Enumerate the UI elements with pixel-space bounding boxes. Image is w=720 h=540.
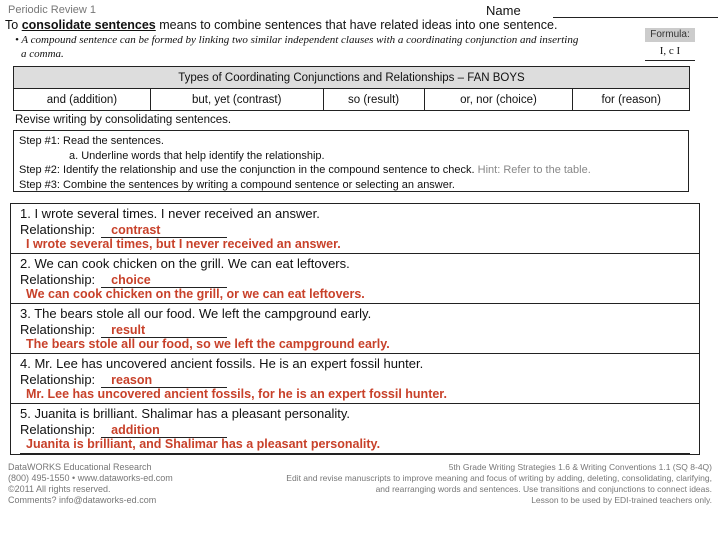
steps-box — [13, 130, 689, 192]
formula-value: I, c I — [659, 45, 681, 57]
table-cell: for (reason) — [573, 89, 690, 111]
def-term: consolidate sentences — [21, 18, 156, 32]
relationship-answer[interactable]: addition — [101, 423, 227, 438]
def-prefix: To — [5, 18, 19, 32]
combined-answer[interactable]: Mr. Lee has uncovered ancient fossils, for he is an expert fossil hunter. — [20, 387, 690, 404]
step-2-text: Step #2: Identify the relationship and use the conjunction in the compound sentence to check. — [19, 164, 475, 176]
relationship-answer[interactable]: result — [101, 323, 227, 338]
footer-line: (800) 495-1550 • www.dataworks-ed.com — [8, 473, 173, 483]
footer-line: 5th Grade Writing Strategies 1.6 & Writing Conventions 1.1 (SQ 8-4Q) — [448, 462, 712, 472]
exercise-question: 4. Mr. Lee has uncovered ancient fossils. He is an expert fossil hunter. — [20, 356, 424, 371]
relationship-label: Relationship: — [20, 421, 96, 437]
def-rest: means to combine sentences that have related ideas into one sentence. — [159, 18, 558, 32]
footer-left — [8, 462, 208, 506]
relationship-answer[interactable]: reason — [101, 373, 227, 388]
step-1: Step #1: Read the sentences. — [19, 135, 164, 147]
revise-instruction: Revise writing by consolidating sentences. — [15, 114, 232, 126]
combined-answer[interactable]: The bears stole all our food, so we left the campground early. — [20, 337, 690, 354]
footer-line: and rearranging words and sentences. Use transitions and conjunctions to connect ideas. — [375, 484, 712, 494]
name-field[interactable] — [553, 17, 718, 18]
combined-answer[interactable]: I wrote several times, but I never received an answer. — [20, 237, 690, 254]
combined-answer[interactable]: Juanita is brilliant, and Shalimar has a pleasant personality. — [20, 437, 690, 454]
exercise-question: 2. We can cook chicken on the grill. We can eat leftovers. — [20, 256, 350, 271]
page-header: Periodic Review 1 — [8, 4, 97, 16]
fanboys-table — [13, 66, 690, 111]
relationship-label: Relationship: — [20, 371, 96, 387]
formula-label: Formula: — [645, 28, 695, 42]
step-1a: a. Underline words that help identify the relationship. — [69, 149, 325, 162]
step-2 — [19, 163, 683, 178]
exercise-question: 5. Juanita is brilliant. Shalimar has a pleasant personality. — [20, 406, 350, 421]
exercise-2 — [11, 254, 699, 304]
exercise-question: 3. The bears stole all our food. We left the campground early. — [20, 306, 372, 321]
relationship-answer[interactable]: choice — [101, 273, 227, 288]
step-2-hint: Hint: Refer to the table. — [477, 164, 591, 176]
footer-line: DataWORKS Educational Research — [8, 462, 152, 472]
relationship-answer[interactable]: contrast — [101, 223, 227, 238]
relationship-label: Relationship: — [20, 321, 96, 337]
footer-line: Edit and revise manuscripts to improve meaning and focus of writing by adding, deleting, consolidating, clarifying, — [286, 473, 712, 483]
footer-line: ©2011 All rights reserved. — [8, 484, 111, 494]
exercise-box — [10, 203, 700, 455]
exercise-4 — [11, 354, 699, 404]
combined-answer[interactable]: We can cook chicken on the grill, or we can eat leftovers. — [20, 287, 690, 304]
exercise-question: 1. I wrote several times. I never received an answer. — [20, 206, 320, 221]
table-cell: and (addition) — [14, 89, 151, 111]
divider — [645, 60, 695, 61]
table-cell: so (result) — [323, 89, 424, 111]
footer-line: Lesson to be used by EDI-trained teachers only. — [531, 495, 712, 505]
exercise-1 — [11, 204, 699, 254]
step-3: Step #3: Combine the sentences by writing a compound sentence or selecting an answer. — [19, 178, 455, 191]
name-label: Name — [486, 3, 521, 18]
table-cell: but, yet (contrast) — [150, 89, 323, 111]
table-cell: or, nor (choice) — [424, 89, 573, 111]
footer-line: Comments? info@dataworks-ed.com — [8, 495, 157, 505]
exercise-3 — [11, 304, 699, 354]
definition — [5, 18, 557, 32]
bullet-line: • A compound sentence can be formed by linking two similar independent clauses with a coordinating conjunction and inserting — [15, 34, 579, 46]
footer-right — [215, 462, 712, 506]
bullet-line: a comma. — [21, 48, 64, 60]
relationship-label: Relationship: — [20, 221, 96, 237]
relationship-label: Relationship: — [20, 271, 96, 287]
table-title: Types of Coordinating Conjunctions and Relationships – FAN BOYS — [14, 67, 690, 89]
exercise-5 — [11, 404, 699, 454]
